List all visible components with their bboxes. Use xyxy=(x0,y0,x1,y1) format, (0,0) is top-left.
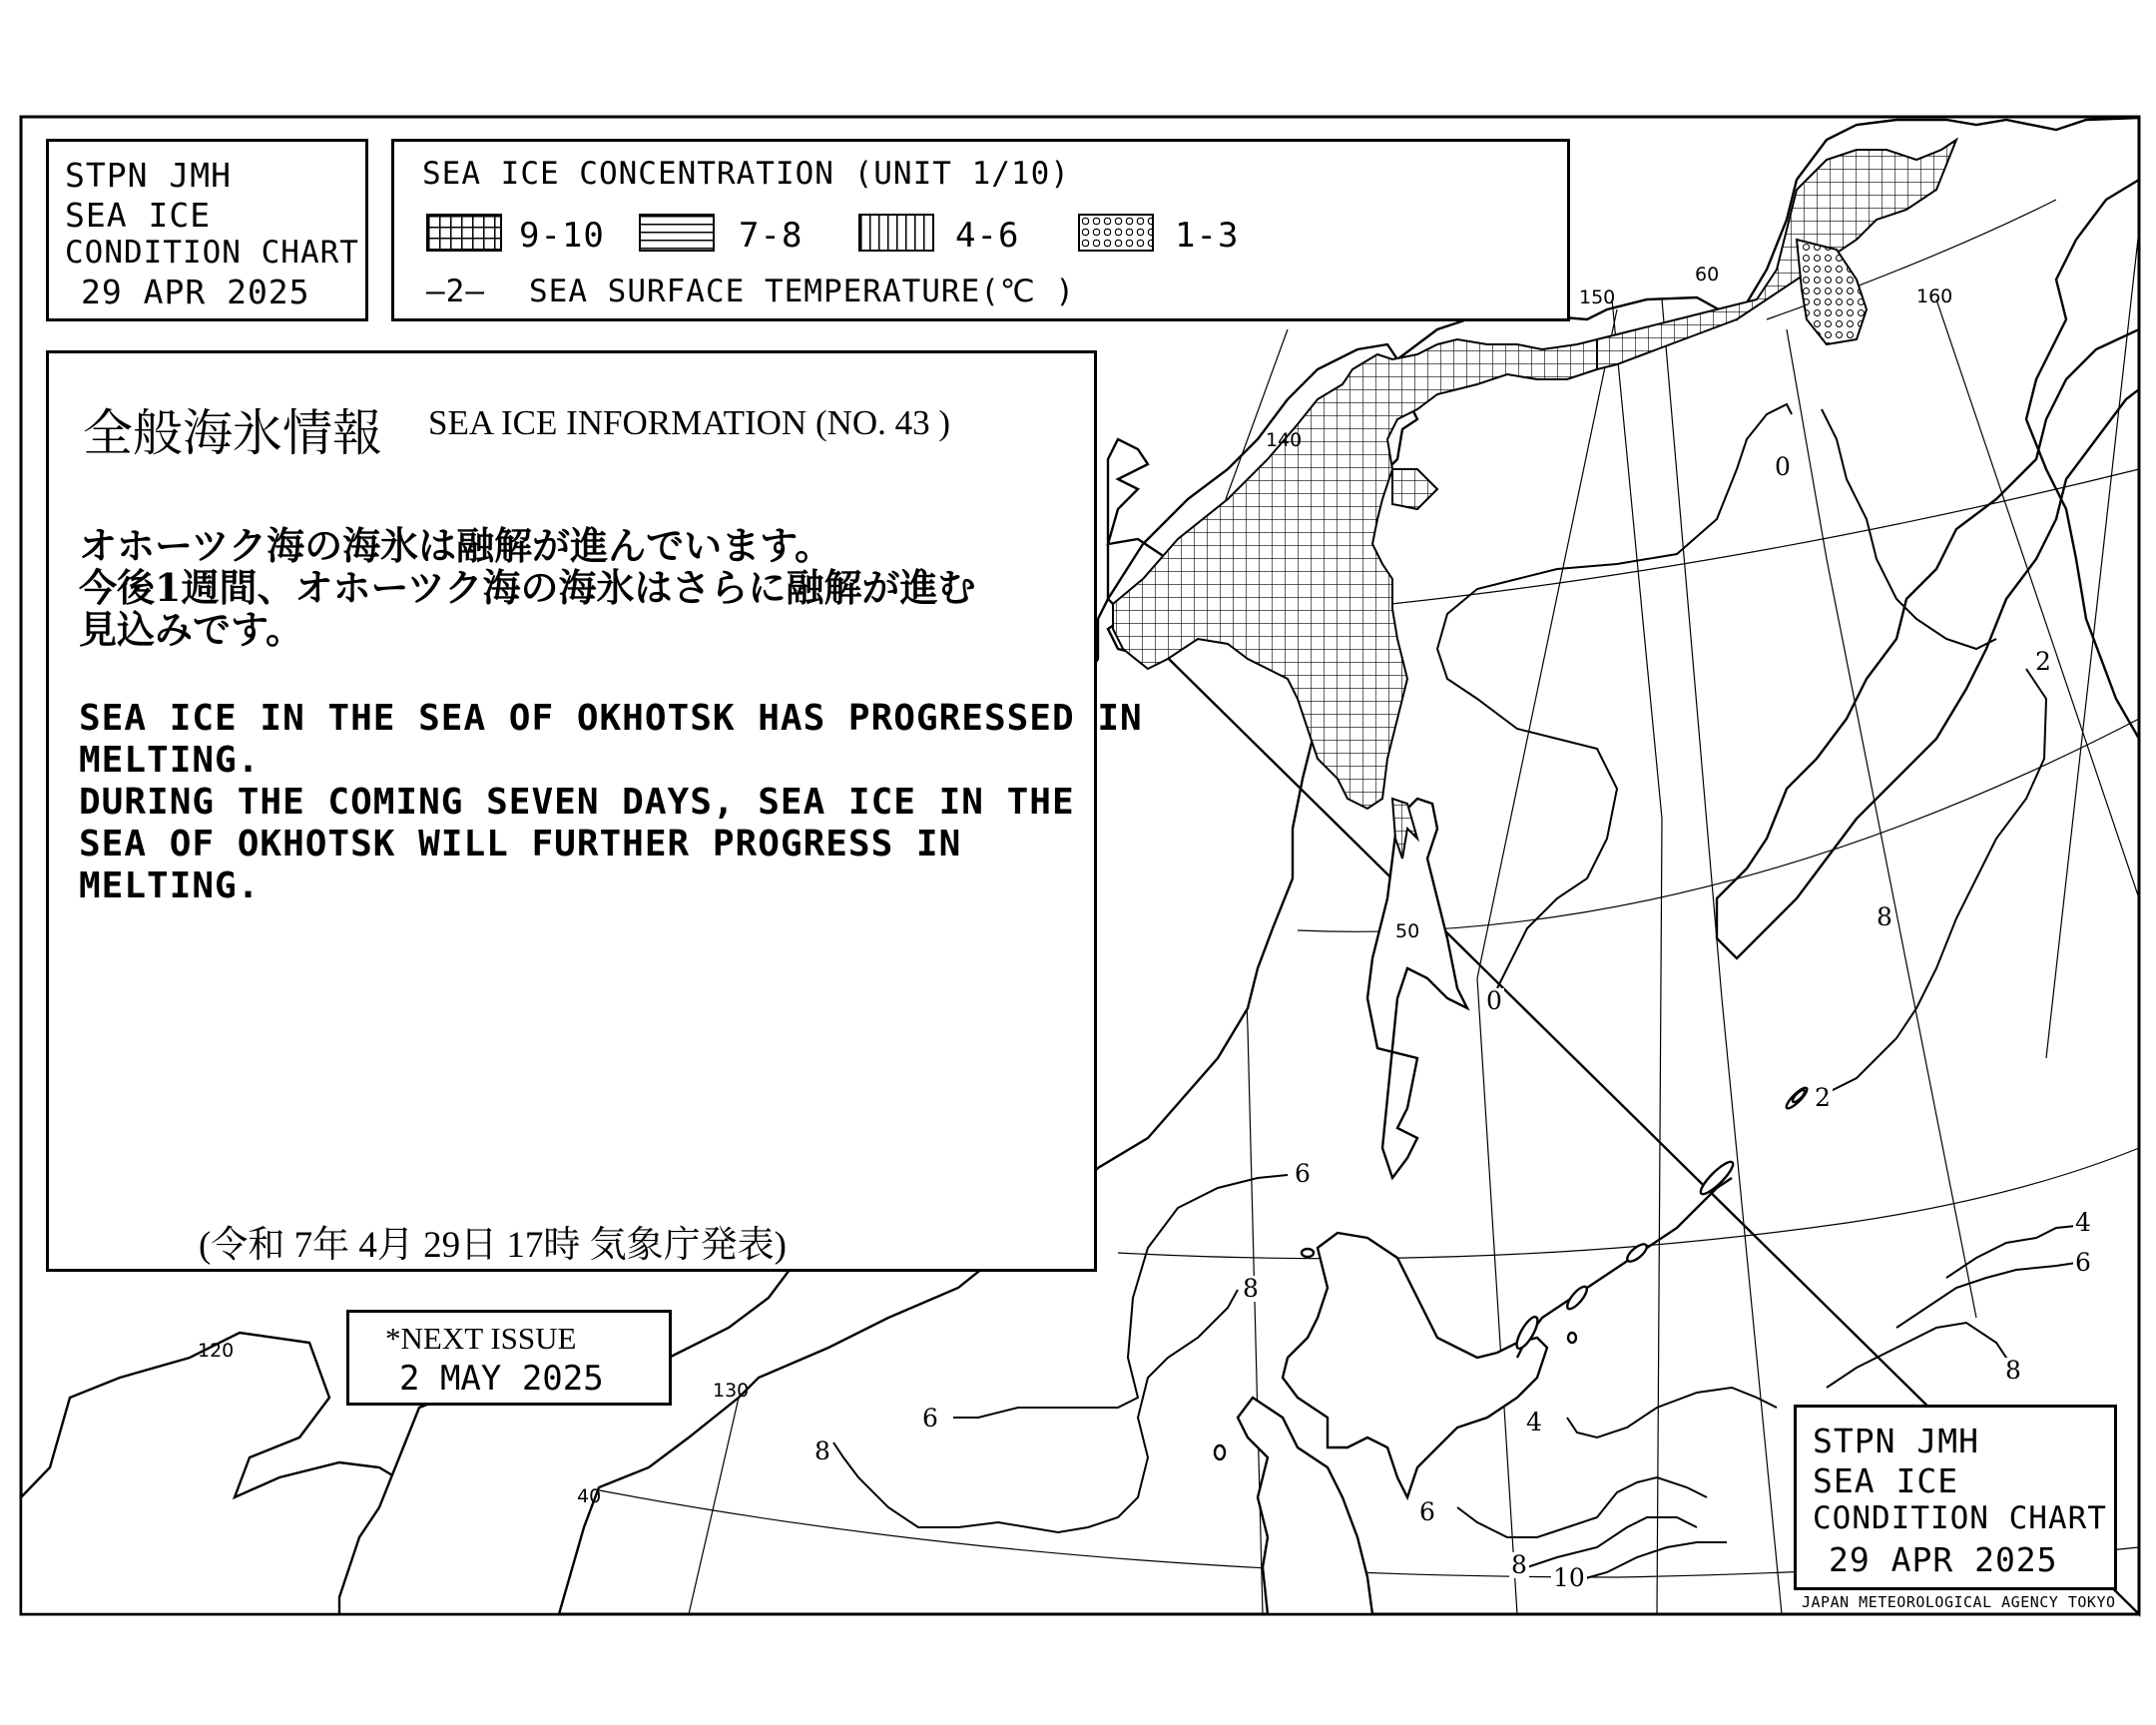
isotherm-8-pacific xyxy=(1527,1517,1697,1567)
info-text-en-1: SEA ICE IN THE SEA OF OKHOTSK HAS PROGRESSED IN xyxy=(79,698,1143,739)
isotherm-2-east xyxy=(1877,669,2046,1058)
sea-ice-information-box xyxy=(46,350,1143,1272)
isotherm-label: 8 xyxy=(814,1437,830,1465)
longitude-label-120: 120 xyxy=(198,1340,235,1362)
legend-sst-label: SEA SURFACE TEMPERATURE(℃ ) xyxy=(529,274,1076,309)
legend-label-7-8: 7-8 xyxy=(739,216,804,256)
isotherm-0-east xyxy=(1822,409,1996,649)
isotherm-label: 8 xyxy=(1877,902,1892,931)
isotherm-label: 0 xyxy=(1486,986,1502,1015)
legend-label-4-6: 4-6 xyxy=(955,216,1020,256)
chart-title-box-bottom xyxy=(1794,1405,2117,1590)
chart-type-line2: CONDITION CHART xyxy=(65,235,359,271)
isotherm-8-japan-sea xyxy=(833,1290,1238,1532)
next-issue-label: *NEXT ISSUE xyxy=(385,1321,577,1356)
isotherm-label: 6 xyxy=(2075,1248,2091,1277)
isotherm-4-pacific xyxy=(1567,1388,1777,1438)
chart-date: 29 APR 2025 xyxy=(81,273,310,311)
isotherm-8-east xyxy=(1827,1323,2016,1388)
latitude-label-40: 40 xyxy=(577,1485,602,1507)
isotherm-label: 4 xyxy=(2075,1208,2091,1237)
isotherm-0-north xyxy=(1437,404,1792,988)
legend-swatch-4-6 xyxy=(858,214,934,252)
agency-credit: JAPAN METEOROLOGICAL AGENCY TOKYO xyxy=(1802,1593,2116,1611)
station-code-bottom: STPN JMH xyxy=(1813,1422,1979,1460)
legend-box xyxy=(391,139,1570,321)
info-text-jp-1: オホーツク海の海氷は融解が進んでいます。 xyxy=(79,523,833,568)
info-title-en: SEA ICE INFORMATION (NO. 43 ) xyxy=(428,403,951,442)
info-text-en-3: DURING THE COMING SEVEN DAYS, SEA ICE IN THE xyxy=(79,782,1075,823)
isotherm-label: 8 xyxy=(1511,1550,1527,1579)
isotherm-6-east xyxy=(1896,1263,2076,1328)
info-text-jp-3: 見込みです。 xyxy=(79,607,303,652)
legend-label-1-3: 1-3 xyxy=(1175,216,1240,256)
info-text-en-5: MELTING. xyxy=(79,865,261,906)
next-issue-box xyxy=(346,1310,672,1406)
chart-type-line1: SEA ICE xyxy=(65,196,212,235)
longitude-label-130: 130 xyxy=(713,1380,750,1402)
isotherm-label: 2 xyxy=(1815,1083,1831,1112)
isotherm-label: 0 xyxy=(1775,452,1791,481)
longitude-label-140: 140 xyxy=(1266,429,1303,451)
kuril-islands xyxy=(1517,1178,1732,1358)
next-issue-date: 2 MAY 2025 xyxy=(399,1359,604,1399)
isotherm-label: 10 xyxy=(1553,1563,1585,1592)
chart-date-bottom: 29 APR 2025 xyxy=(1829,1540,2058,1579)
legend-heading: SEA ICE CONCENTRATION (UNIT 1/10) xyxy=(422,156,1070,192)
info-title-jp: 全般海氷情報 xyxy=(83,405,382,461)
ice-okhotsk-northeast xyxy=(1597,140,1956,369)
isotherm-label: 2 xyxy=(2035,647,2051,676)
ice-shelikhov xyxy=(1797,240,1867,344)
isotherm-label: 8 xyxy=(2005,1356,2021,1385)
sakhalin-coast xyxy=(1367,799,1467,1178)
isotherm-label: 6 xyxy=(922,1404,938,1433)
chart-type-line1-bottom: SEA ICE xyxy=(1813,1461,1959,1500)
longitude-label-160: 160 xyxy=(1916,286,1953,307)
legend-swatch-7-8 xyxy=(639,214,715,252)
isotherm-label: 6 xyxy=(1295,1159,1311,1188)
latitude-label-50: 50 xyxy=(1395,920,1420,942)
station-code: STPN JMH xyxy=(65,156,232,195)
chart-type-line2-bottom: CONDITION CHART xyxy=(1813,1500,2107,1536)
info-text-en-4: SEA OF OKHOTSK WILL FURTHER PROGRESS IN xyxy=(79,824,962,864)
longitude-label-150: 150 xyxy=(1579,287,1616,308)
isotherm-6-pacific xyxy=(1457,1477,1707,1537)
latitude-label-60: 60 xyxy=(1695,264,1720,286)
isotherm-label: 6 xyxy=(1419,1497,1435,1526)
info-text-en-2: MELTING. xyxy=(79,740,261,781)
isotherm-label: 8 xyxy=(1243,1274,1259,1303)
legend-sst-symbol: —2— xyxy=(426,274,485,309)
legend-label-9-10: 9-10 xyxy=(519,216,605,256)
isotherm-4-east xyxy=(1946,1226,2076,1278)
issued-date-jp: (令和 7年 4月 29日 17時 気象庁発表) xyxy=(199,1225,787,1266)
legend-swatch-1-3 xyxy=(1078,214,1154,252)
legend-swatch-9-10 xyxy=(426,214,502,252)
chart-title-box xyxy=(46,139,368,321)
isotherm-label: 4 xyxy=(1526,1408,1542,1437)
ice-shantar xyxy=(1392,469,1437,509)
info-text-jp-2: 今後1週間、オホーツク海の海氷はさらに融解が進む xyxy=(79,565,976,610)
